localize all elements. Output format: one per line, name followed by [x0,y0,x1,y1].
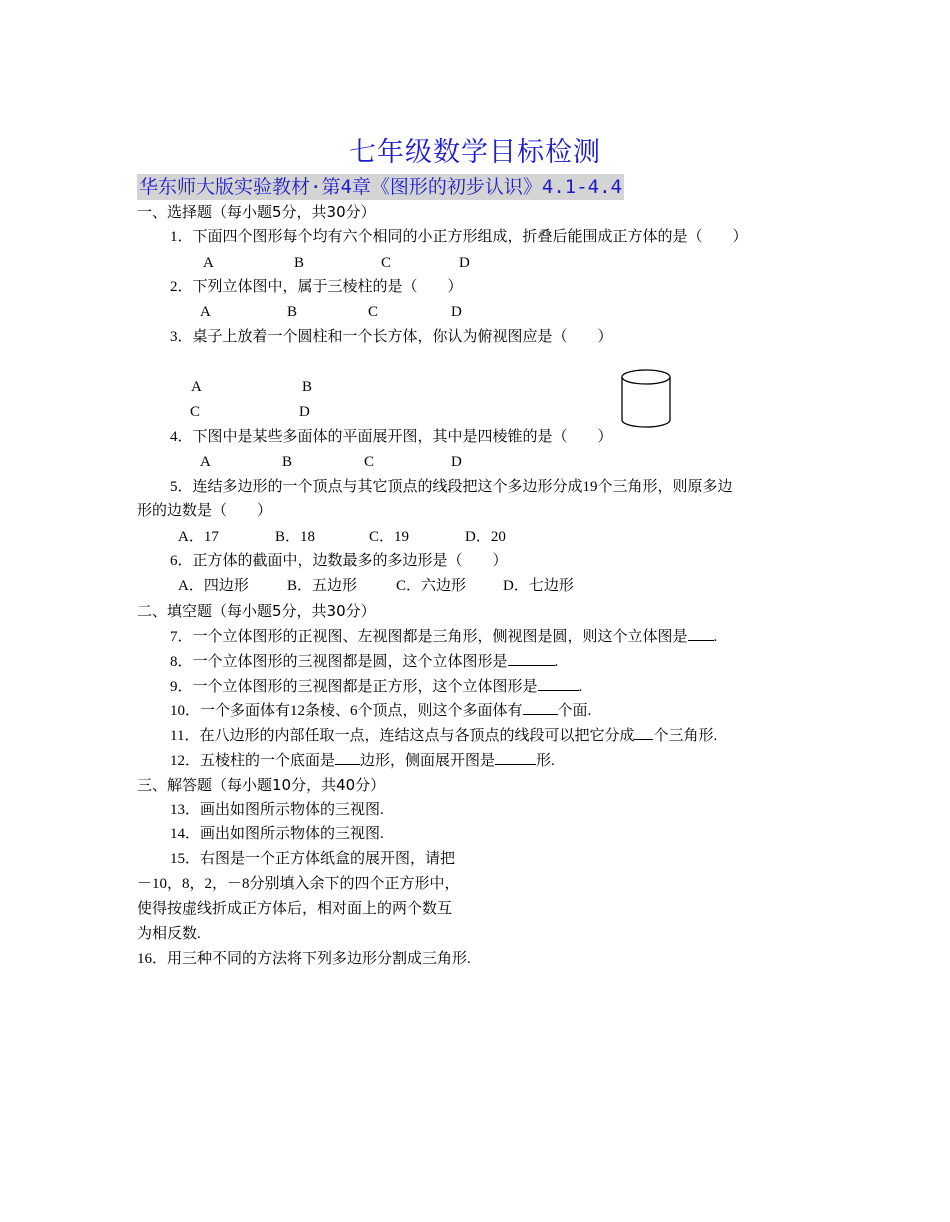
q5-option-a: A．17 [178,529,219,545]
subtitle: 华东师大版实验教材·第4章《图形的初步认识》4.1-4.4 [139,176,622,198]
q3-option-b: B [302,379,313,395]
question-5-line-2: 形的边数是（ ） [137,503,273,519]
q5-option-c: C．19 [369,529,410,545]
question-11: 11．在八边形的内部任取一点，连结这点与各顶点的线段可以把它分成 个三角形. [170,725,717,746]
q4-option-a: A [200,454,211,470]
question-7: 7．一个立体图形的正视图、左视图都是三角形，侧视图是圆，则这个立体图是 . [170,626,717,647]
q2-option-d: D [451,304,462,320]
q3-option-c: C [190,404,201,420]
answer-blank-7[interactable] [688,626,714,641]
q6-option-d: D．七边形 [503,578,574,594]
question-15-line-2: －10，8，2，－8分别填入余下的四个正方形中， [137,876,460,892]
question-6: 6．正方体的截面中，边数最多的多边形是（ ） [170,553,508,569]
q4-option-b: B [282,454,293,470]
question-5-line-1: 5．连结多边形的一个顶点与其它顶点的线段把这个多边形分成19个三角形，则原多边 [170,479,733,495]
question-14: 14．画出如图所示物体的三视图. [170,826,384,842]
q6-option-b: B．五边形 [287,578,358,594]
question-13: 13．画出如图所示物体的三视图. [170,802,384,818]
q4-option-d: D [451,454,462,470]
q2-option-b: B [287,304,298,320]
q1-option-c: C [381,255,392,271]
question-9: 9．一个立体图形的三视图都是正方形，这个立体图形是 . [170,676,582,697]
question-2: 2．下列立体图中，属于三棱柱的是（ ） [170,279,463,295]
question-10: 10．一个多面体有12条棱、6个顶点，则这个多面体有 个面. [170,700,591,721]
q6-option-c: C．六边形 [396,578,467,594]
answer-blank-11[interactable] [634,725,653,740]
answer-blank-9[interactable] [538,676,579,691]
section-heading-choice: 一、选择题（每小题5分，共30分） [137,203,376,221]
q1-option-a: A [203,255,214,271]
page-title: 七年级数学目标检测 [349,137,601,168]
question-16: 16．用三种不同的方法将下列多边形分割成三角形. [137,951,471,967]
answer-blank-8[interactable] [508,651,555,666]
answer-blank-10[interactable] [523,700,558,715]
q5-option-b: B．18 [275,529,316,545]
q3-option-d: D [299,404,310,420]
section-heading-solve: 三、解答题（每小题10分，共40分） [137,776,386,794]
q3-option-a: A [191,379,202,395]
q1-option-b: B [294,255,305,271]
section-heading-fill: 二、填空题（每小题5分，共30分） [137,602,376,620]
q4-option-c: C [364,454,375,470]
q6-option-a: A．四边形 [178,578,249,594]
question-4: 4．下图中是某些多面体的平面展开图，其中是四棱锥的是（ ） [170,429,613,445]
q2-option-a: A [200,304,211,320]
question-8: 8．一个立体图形的三视图都是圆，这个立体图形是 . [170,651,558,672]
question-3: 3．桌子上放着一个圆柱和一个长方体，你认为俯视图应是（ ） [170,329,613,345]
q5-option-d: D．20 [465,529,506,545]
question-12: 12．五棱柱的一个底面是 边形，侧面展开图是 形. [170,750,555,771]
answer-blank-12b[interactable] [495,750,536,765]
question-15-line-1: 15．右图是一个正方体纸盒的展开图，请把 [170,851,456,867]
q2-option-c: C [368,304,379,320]
question-1: 1．下面四个图形每个均有六个相同的小正方形组成，折叠后能围成正方体的是（ ） [170,229,748,245]
question-15-line-4: 为相反数. [137,926,201,942]
q1-option-d: D [459,255,470,271]
cylinder-figure [620,368,674,430]
question-15-line-3: 使得按虚线折成正方体后，相对面上的两个数互 [137,901,453,917]
answer-blank-12a[interactable] [335,750,360,765]
